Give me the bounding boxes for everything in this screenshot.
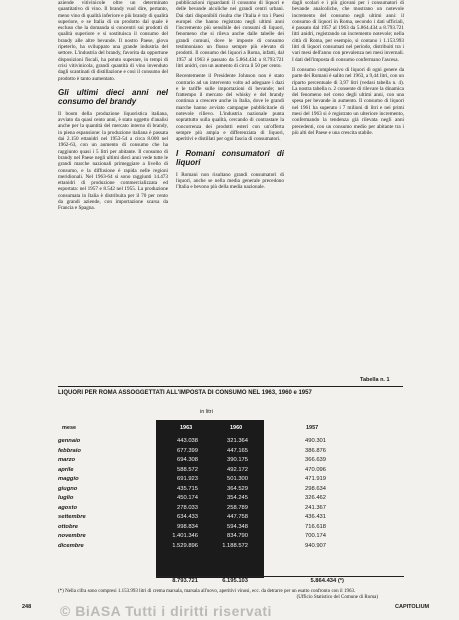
cell-month: ottobre	[58, 523, 78, 530]
cell-y1960: 364.529	[227, 485, 248, 492]
cell-y1963: 691.923	[177, 476, 198, 482]
col-header-1963: 1963	[180, 425, 193, 431]
cell-month: novembre	[58, 533, 86, 539]
table-top-rule	[58, 386, 403, 387]
text-column-1	[58, 0, 168, 212]
cell-month: maggio	[58, 476, 79, 482]
section-heading: I Romani consumatori di liquori	[176, 148, 284, 167]
column-paragraph: Il consumo complessivo di liquori di ogni genere da parte dei Romani è salito nel 1963, a 9,44 litri, con un riparto percentuale di 3,97 litri (vedasi tabella n. 4). La nostra tabella n. 2 consente di rilevare la dinamica del fenomeno nel corso degli ultimi anni, con una spesa per bevande in aumento. Il consumo di liquori nel 1961 ha superato i 7 milioni di litri e nei primi mesi del 1963 si è registrato un ulteriore incremento, confermando la tendenza già rilevata negli anni precedenti, con un consumo medio per abitante tra i più alti del Paese e una crescita stabile.	[292, 66, 404, 136]
cell-y1957: 470.096	[305, 466, 326, 473]
cell-y1957: 326.462	[305, 495, 326, 501]
cell-y1960: 390.175	[227, 457, 248, 463]
page-number: 248	[22, 604, 32, 610]
cell-y1960: 1.188.572	[222, 542, 248, 549]
cell-y1957: 700.174	[305, 533, 326, 539]
column-paragraph: Recentemente il Presidente Johnson non è stato contrario ad un intervento volto ad adeguare i dazi e le tariffe sulle importazioni di bevande; nel frattempo il mercato del whisky e del brandy continua a crescere anche in Italia, dove le grandi marche hanno avviato campagne pubblicitarie di notevole rilievo. L'industria nazionale punta soprattutto sulla qualità, cercando di contrastare la concorrenza dei prodotti esteri con un'offerta sempre più ampia e differenziata di liquori, aperitivi e distillati per ogni fascia di consumatori.	[176, 73, 284, 143]
table-title: LIQUORI PER ROMA ASSOGGETTATI ALL'IMPOSTA DI CONSUMO NEL 1963, 1960 e 1957	[58, 390, 312, 396]
table-footnote: (*) Nella cifra sono compresi 1.153.993 litri di crema marsala, marsala all'uovo, aperitivi vinosi, ecc. da detrarre per un esatto confronto con il 1963.	[58, 589, 356, 594]
publication-name: CAPITOLIUM	[395, 604, 430, 610]
cell-y1963: 1.401.346	[172, 533, 198, 539]
totals-rule	[156, 576, 404, 577]
text-column-3	[292, 0, 404, 136]
cell-month: febbraio	[58, 447, 81, 454]
cell-y1957: 471.919	[305, 476, 326, 482]
cell-y1963: 443.038	[177, 438, 198, 444]
cell-y1963: 278.033	[177, 504, 198, 511]
cell-month: dicembre	[58, 542, 84, 549]
cell-y1957: 940.907	[305, 542, 326, 549]
column-paragraph: dagli scolari e i più giovani per i consumatori di bevande analcoliche, che mostrano un notevole incremento del consumo negli ultimi anni: il consumo di liquori in Roma, secondo i dati ufficiali, è passato dal 1957 al 1963 da 5.864.434 a 8.793.721 litri anidri, registrando un incremento notevole; nella città di Roma, per esempio, si contano i 1.153.993 litri di liquori consumati nel periodo, distribuiti tra i vari mesi dell'anno con prevalenza nei mesi invernali. I dati dell'imposta di consumo confermano l'ascesa.	[292, 0, 404, 63]
cell-y1957: 490.301	[305, 438, 326, 444]
cell-month: luglio	[58, 495, 74, 501]
text-column-2	[176, 0, 284, 190]
cell-y1957: 716.618	[305, 523, 326, 530]
cell-month: marzo	[58, 457, 76, 463]
total-1960: 6.195.103	[222, 578, 248, 584]
cell-month: gennaio	[58, 438, 81, 444]
table-notes	[58, 589, 378, 601]
total-1957: 5.864.434 (*)	[310, 578, 344, 584]
col-header-1957: 1957	[306, 425, 319, 431]
column-paragraph: Il boom della produzione liquoristica italiana, avviato da quasi cento anni, è stato oggetto d'analisi anche per la quantità del mercato interno di brandy, in piena espansione: la produzione italiana è passata dai 2.150 ettanidri nel 1953-54 a circa 8.000 nel 1962-63, con un aumento di consumo che ha raggiunto quasi i 5 litri per abitante. Il consumo di brandy nel Paese negli ultimi dieci anni vede tutte le grandi marche nazionali primeggiare a livello di consumo, e la diffusione è rapida nelle regioni meridionali. Nel 1963-64 si sono raggiunti 14.473 ettanidri di produzione commercializzata ed esportata: nel 1957 e 8.542 nel 1955. La produzione consumata in Italia è distribuita per il 70 per cento da grandi aziende, con importazione scarsa da Francia e Spagna.	[58, 110, 168, 212]
col-header-month: mese	[62, 425, 77, 431]
cell-y1963: 1.529.896	[172, 542, 198, 549]
cell-month: aprile	[58, 466, 74, 473]
cell-y1960: 834.790	[227, 533, 248, 539]
section-heading: Gli ultimi dieci anni nel consumo del brandy	[58, 87, 168, 106]
cell-month: giugno	[58, 485, 78, 492]
cell-y1963: 998.834	[177, 523, 198, 530]
total-1963: 8.793.721	[172, 578, 198, 584]
cell-y1960: 492.172	[227, 466, 248, 473]
cell-y1960: 594.348	[227, 523, 248, 530]
cell-y1960: 501.300	[227, 476, 248, 482]
cell-y1963: 435.715	[177, 485, 198, 492]
cell-month: settembre	[58, 514, 86, 520]
table-source: (Ufficio Statistico del Comune di Roma)	[296, 595, 378, 600]
cell-month: agosto	[58, 504, 78, 511]
cell-y1960: 321.364	[227, 438, 248, 444]
column-paragraph: pubblicazioni riguardanti il consumo di liquori e delle bevande alcoliche nei grandi centri urbani. Dai dati disponibili risulta che l'Italia è tra i Paesi europei che hanno registrato negli ultimi anni l'incremento più sensibile dei consumi di liquori, fenomeno che si rileva anche dalle tabelle dei grandi comuni, dove le imposte di consumo testimoniano un flusso sempre più elevato di prodotti. Il consumo dei liquori a Roma, infatti, dal 1957 al 1963 è passato da 5.864.434 a 8.793.721 litri anidri, con un aumento di circa il 50 per cento.	[176, 0, 284, 69]
column-paragraph: I Romani non risultano grandi consumatori di liquori, anche se nella media generale precedono l'Italia e bevono più della media nazionale.	[176, 171, 284, 191]
col-header-1960: 1960	[230, 425, 243, 431]
table-label: Tabella n. 1	[360, 377, 390, 383]
column-paragraph: aziende vitivinicole oltre un determinato quantitativo di vino. Il brandy vuol dire, pertanto, meno vino di qualità inferiore e più brandy di qualità superiore, e se Italia di un prodotto dal quale è escluso che la domanda si concentri sui prodotti di qualità superiore e si sostituisca il consumo del brandy alle altre bevande. Il nostro Paese, giova ripeterlo, ha sviluppato una grande industria del settore. L'industria del brandy, favorita da opportune disposizioni fiscali, ha potuto superare, in tempi di crisi vitivinicola, grandi quantità di vino invenduto dagli scantinati di distillazione e così il consumo del prodotto è tanto aumentato.	[58, 0, 168, 82]
cell-y1963: 450.174	[177, 495, 198, 501]
cell-y1957: 298.634	[305, 485, 326, 492]
watermark: © BiASA Tutti i diritti riservati	[60, 603, 272, 619]
cell-y1960: 447.165	[227, 447, 248, 454]
cell-y1957: 436.431	[305, 514, 326, 520]
cell-y1957: 241.367	[305, 504, 326, 511]
cell-y1963: 677.399	[177, 447, 198, 454]
cell-y1957: 386.876	[305, 447, 326, 454]
cell-y1960: 354.245	[227, 495, 248, 501]
cell-y1963: 634.433	[177, 514, 198, 520]
cell-y1957: 366.639	[305, 457, 326, 463]
cell-y1960: 258.789	[227, 504, 248, 511]
cell-y1960: 447.758	[227, 514, 248, 520]
cell-y1963: 588.572	[177, 466, 198, 473]
cell-y1963: 694.308	[177, 457, 198, 463]
table-unit: in litri	[200, 409, 213, 415]
